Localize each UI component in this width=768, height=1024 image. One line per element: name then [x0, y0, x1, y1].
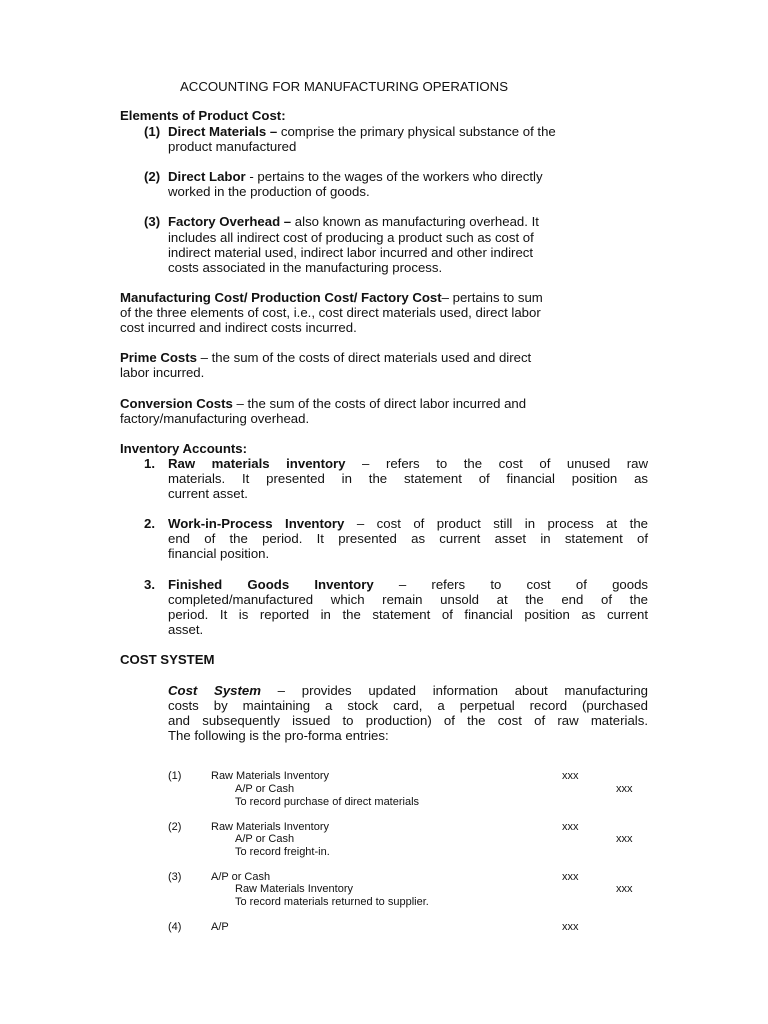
element-2-term: Direct Labor — [168, 169, 246, 184]
inventory-1-term: Raw materials inventory — [168, 456, 346, 471]
entry-3-credit-account: Raw Materials Inventory — [235, 883, 353, 895]
element-2-text: - pertains to the wages of the workers who directly — [245, 169, 543, 184]
cost-system-line-1 — [168, 683, 648, 698]
inventory-1-line-1 — [168, 456, 648, 471]
mfg-cost-text: – pertains to sum — [441, 290, 543, 305]
entry-2-credit-account: A/P or Cash — [235, 833, 295, 845]
entry-2-memo: To record freight-in. — [235, 846, 330, 858]
inventory-2-line-2: end of the period. It presented as current asset in statement of — [168, 531, 648, 546]
inventory-1-line-2: materials. It presented in the statement of financial position as — [168, 471, 648, 486]
entry-4-debit-amount: xxx — [562, 921, 579, 933]
conversion-costs-line-1 — [120, 396, 526, 411]
elements-heading: Elements of Product Cost: — [120, 108, 286, 123]
entry-2-number: (2) — [168, 821, 182, 833]
mfg-cost-line-3: cost incurred and indirect costs incurred. — [120, 320, 357, 335]
cost-system-line-3: and subsequently issued to production) of the cost of raw materials. — [168, 713, 648, 728]
element-3-line-4: costs associated in the manufacturing process. — [168, 260, 443, 275]
prime-costs-term: Prime Costs — [120, 350, 197, 365]
element-3-line-1 — [168, 214, 539, 229]
prime-costs-text: – the sum of the costs of direct materials used and direct — [196, 350, 532, 365]
inventory-2-number: 2. — [144, 516, 155, 531]
inventory-2-line-1 — [168, 516, 648, 531]
inventory-3-line-1 — [168, 577, 648, 592]
element-3-text: also known as manufacturing overhead. It — [291, 214, 539, 229]
entry-3-credit-amount: xxx — [616, 883, 633, 895]
entry-3-debit-amount: xxx — [562, 871, 579, 883]
entry-1-credit-amount: xxx — [616, 783, 633, 795]
prime-costs-line-2: labor incurred. — [120, 365, 205, 380]
mfg-cost-term: Manufacturing Cost/ Production Cost/ Factory Cost — [120, 290, 442, 305]
cost-system-line-4: The following is the pro-forma entries: — [168, 728, 389, 743]
inventory-1-line-3: current asset. — [168, 486, 248, 501]
entry-4-debit-account: A/P — [211, 921, 229, 933]
element-3-term: Factory Overhead – — [168, 214, 292, 229]
element-3-line-2: includes all indirect cost of producing a product such as cost of — [168, 230, 534, 245]
entry-2-credit-amount: xxx — [616, 833, 633, 845]
document-title: ACCOUNTING FOR MANUFACTURING OPERATIONS — [180, 79, 508, 94]
entry-1-debit-account: Raw Materials Inventory — [211, 770, 329, 782]
element-2-number: (2) — [144, 169, 161, 184]
inventory-1-number: 1. — [144, 456, 155, 471]
conversion-costs-term: Conversion Costs — [120, 396, 233, 411]
inventory-1-text: – refers to the cost of unused raw — [345, 456, 648, 471]
cost-system-heading: COST SYSTEM — [120, 652, 215, 667]
entry-1-number: (1) — [168, 770, 182, 782]
element-1-term: Direct Materials – — [168, 124, 278, 139]
element-3-number: (3) — [144, 214, 161, 229]
element-3-line-3: indirect material used, indirect labor incurred and other indirect — [168, 245, 534, 260]
entry-1-credit-account: A/P or Cash — [235, 783, 295, 795]
entry-1-memo: To record purchase of direct materials — [235, 796, 420, 808]
element-2-line-1 — [168, 169, 543, 184]
entry-2-debit-amount: xxx — [562, 821, 579, 833]
entry-3-number: (3) — [168, 871, 182, 883]
inventory-3-text: – refers to cost of goods — [373, 577, 648, 592]
entry-4-number: (4) — [168, 921, 182, 933]
element-1-text: comprise the primary physical substance of the — [277, 124, 556, 139]
cost-system-text: – provides updated information about manufacturing — [260, 683, 648, 698]
conversion-costs-line-2: factory/manufacturing overhead. — [120, 411, 310, 426]
inventory-3-line-2: completed/manufactured which remain unsold at the end of the — [168, 592, 648, 607]
inventory-3-term: Finished Goods Inventory — [168, 577, 374, 592]
entry-2-debit-account: Raw Materials Inventory — [211, 821, 329, 833]
cost-system-line-2: costs by maintaining a stock card, a perpetual record (purchased — [168, 698, 648, 713]
inventory-2-line-3: financial position. — [168, 546, 270, 561]
mfg-cost-line-2: of the three elements of cost, i.e., cost direct materials used, direct labor — [120, 305, 541, 320]
inventory-3-line-3: period. It is reported in the statement of financial position as current — [168, 607, 648, 622]
prime-costs-line-1 — [120, 350, 531, 365]
mfg-cost-line-1 — [120, 290, 543, 305]
entry-3-memo: To record materials returned to supplier. — [235, 896, 429, 908]
entry-1-debit-amount: xxx — [562, 770, 579, 782]
element-1-number: (1) — [144, 124, 161, 139]
inventory-2-text: – cost of product still in process at the — [344, 516, 648, 531]
conversion-costs-text: – the sum of the costs of direct labor incurred and — [232, 396, 527, 411]
entry-3-debit-account: A/P or Cash — [211, 871, 271, 883]
element-2-line-2: worked in the production of goods. — [168, 184, 370, 199]
inventory-2-term: Work-in-Process Inventory — [168, 516, 345, 531]
inventory-3-number: 3. — [144, 577, 155, 592]
cost-system-term: Cost System — [168, 683, 261, 698]
element-1-line-2: product manufactured — [168, 139, 297, 154]
inventory-3-line-4: asset. — [168, 622, 204, 637]
inventory-heading: Inventory Accounts: — [120, 441, 248, 456]
element-1-line-1 — [168, 124, 556, 139]
